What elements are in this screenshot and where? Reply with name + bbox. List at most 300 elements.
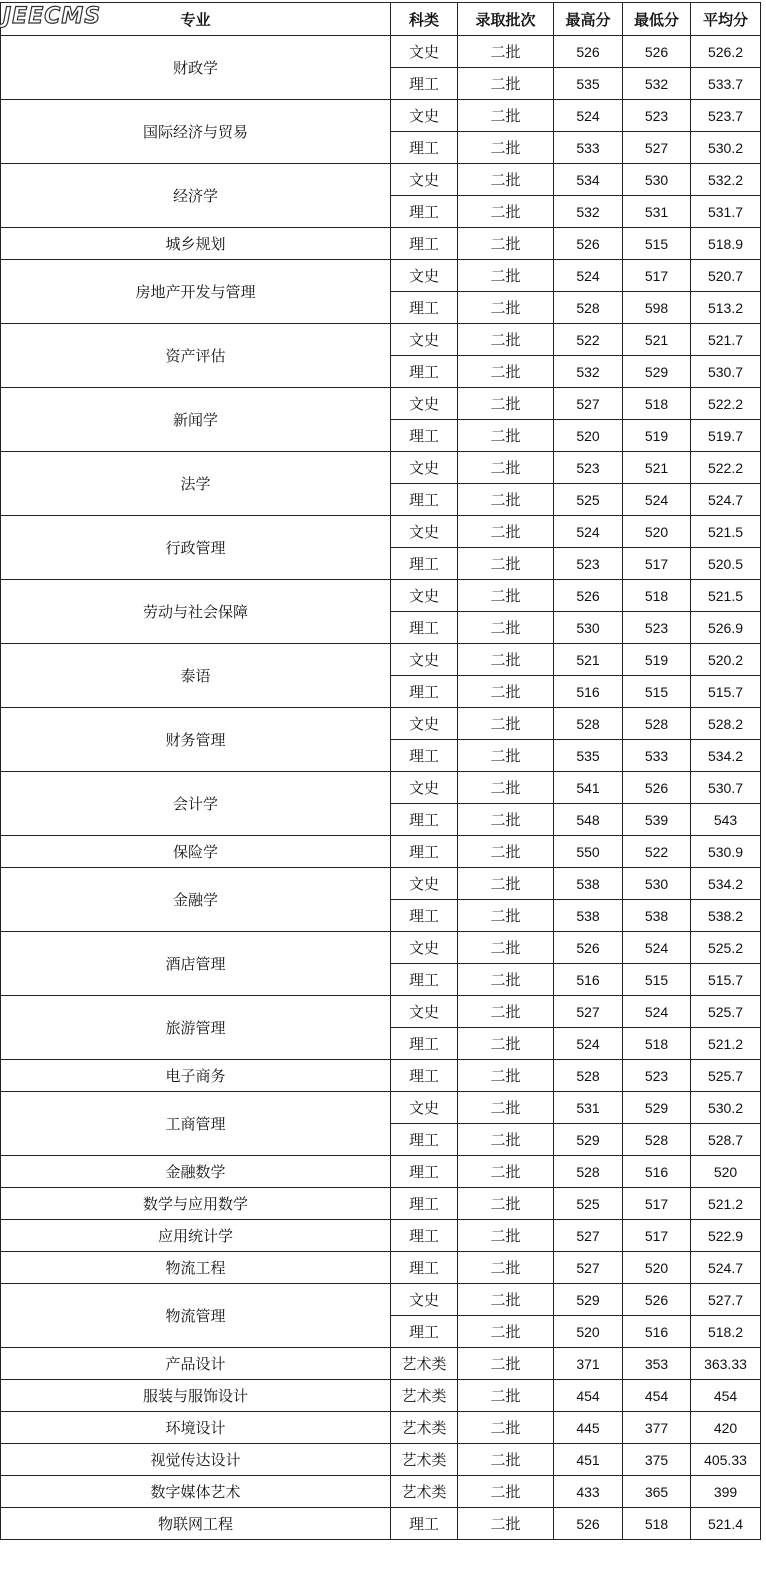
max-score-cell: 526: [554, 228, 623, 260]
batch-cell: 二批: [458, 1060, 554, 1092]
avg-score-cell: 521.7: [691, 324, 761, 356]
max-score-cell: 520: [554, 1316, 623, 1348]
major-name-cell: 房地产开发与管理: [1, 260, 391, 324]
major-name-cell: 视觉传达设计: [1, 1444, 391, 1476]
category-cell: 文史: [391, 516, 458, 548]
min-score-cell: 365: [623, 1476, 691, 1508]
min-score-cell: 528: [623, 1124, 691, 1156]
max-score-cell: 526: [554, 36, 623, 68]
major-name-cell: 环境设计: [1, 1412, 391, 1444]
batch-cell: 二批: [458, 1156, 554, 1188]
batch-cell: 二批: [458, 452, 554, 484]
major-name-cell: 会计学: [1, 772, 391, 836]
category-cell: 理工: [391, 676, 458, 708]
admission-score-table: [0, 2, 761, 1540]
avg-score-cell: 523.7: [691, 100, 761, 132]
major-name-cell: 电子商务: [1, 1060, 391, 1092]
max-score-cell: 371: [554, 1348, 623, 1380]
min-score-cell: 524: [623, 932, 691, 964]
batch-cell: 二批: [458, 420, 554, 452]
min-score-cell: 521: [623, 452, 691, 484]
category-cell: 文史: [391, 452, 458, 484]
max-score-cell: 522: [554, 324, 623, 356]
max-score-cell: 524: [554, 100, 623, 132]
major-name-cell: 劳动与社会保障: [1, 580, 391, 644]
batch-cell: 二批: [458, 1092, 554, 1124]
min-score-cell: 520: [623, 1252, 691, 1284]
category-cell: 理工: [391, 484, 458, 516]
min-score-cell: 518: [623, 580, 691, 612]
max-score-cell: 529: [554, 1284, 623, 1316]
min-score-cell: 515: [623, 228, 691, 260]
avg-score-cell: 522.2: [691, 388, 761, 420]
table-row: [1, 36, 761, 68]
avg-score-cell: 528.7: [691, 1124, 761, 1156]
avg-score-cell: 521.2: [691, 1188, 761, 1220]
max-score-cell: 538: [554, 900, 623, 932]
avg-score-cell: 405.33: [691, 1444, 761, 1476]
category-cell: 文史: [391, 1284, 458, 1316]
major-name-cell: 泰语: [1, 644, 391, 708]
min-score-cell: 539: [623, 804, 691, 836]
category-cell: 理工: [391, 548, 458, 580]
max-score-cell: 534: [554, 164, 623, 196]
max-score-cell: 527: [554, 1252, 623, 1284]
avg-score-cell: 515.7: [691, 676, 761, 708]
category-cell: 理工: [391, 132, 458, 164]
max-score-cell: 451: [554, 1444, 623, 1476]
avg-score-cell: 530.2: [691, 132, 761, 164]
category-cell: 文史: [391, 996, 458, 1028]
batch-cell: 二批: [458, 68, 554, 100]
min-score-cell: 538: [623, 900, 691, 932]
batch-cell: 二批: [458, 740, 554, 772]
avg-score-cell: 521.4: [691, 1508, 761, 1540]
category-cell: 理工: [391, 900, 458, 932]
max-score-cell: 530: [554, 612, 623, 644]
batch-cell: 二批: [458, 1028, 554, 1060]
avg-score-cell: 526.2: [691, 36, 761, 68]
major-name-cell: 数学与应用数学: [1, 1188, 391, 1220]
min-score-cell: 526: [623, 36, 691, 68]
table-row: [1, 1444, 761, 1476]
batch-cell: 二批: [458, 292, 554, 324]
batch-cell: 二批: [458, 324, 554, 356]
major-name-cell: 新闻学: [1, 388, 391, 452]
table-row: [1, 1412, 761, 1444]
max-score-cell: 526: [554, 1508, 623, 1540]
max-score-cell: 527: [554, 996, 623, 1028]
min-score-cell: 523: [623, 100, 691, 132]
category-cell: 理工: [391, 1316, 458, 1348]
major-name-cell: 金融数学: [1, 1156, 391, 1188]
avg-score-cell: 525.7: [691, 1060, 761, 1092]
category-cell: 文史: [391, 36, 458, 68]
min-score-cell: 517: [623, 1220, 691, 1252]
major-name-cell: 经济学: [1, 164, 391, 228]
batch-cell: 二批: [458, 868, 554, 900]
category-cell: 文史: [391, 100, 458, 132]
avg-score-cell: 533.7: [691, 68, 761, 100]
min-score-cell: 528: [623, 708, 691, 740]
min-score-cell: 526: [623, 772, 691, 804]
avg-score-cell: 531.7: [691, 196, 761, 228]
avg-score-cell: 530.2: [691, 1092, 761, 1124]
table-row: [1, 1156, 761, 1188]
avg-score-cell: 527.7: [691, 1284, 761, 1316]
avg-score-cell: 515.7: [691, 964, 761, 996]
category-cell: 艺术类: [391, 1444, 458, 1476]
min-score-cell: 518: [623, 388, 691, 420]
avg-score-cell: 420: [691, 1412, 761, 1444]
avg-score-cell: 521.5: [691, 516, 761, 548]
avg-score-cell: 525.2: [691, 932, 761, 964]
batch-cell: 二批: [458, 1348, 554, 1380]
header-row: [1, 3, 761, 36]
avg-score-cell: 399: [691, 1476, 761, 1508]
batch-cell: 二批: [458, 1508, 554, 1540]
max-score-cell: 548: [554, 804, 623, 836]
min-score-cell: 515: [623, 964, 691, 996]
category-cell: 理工: [391, 964, 458, 996]
batch-cell: 二批: [458, 836, 554, 868]
category-cell: 文史: [391, 1092, 458, 1124]
max-score-cell: 524: [554, 516, 623, 548]
max-score-cell: 533: [554, 132, 623, 164]
batch-cell: 二批: [458, 516, 554, 548]
max-score-cell: 528: [554, 708, 623, 740]
major-name-cell: 旅游管理: [1, 996, 391, 1060]
min-score-cell: 515: [623, 676, 691, 708]
avg-score-cell: 520.7: [691, 260, 761, 292]
avg-score-cell: 454: [691, 1380, 761, 1412]
category-cell: 理工: [391, 420, 458, 452]
major-name-cell: 物流管理: [1, 1284, 391, 1348]
max-score-cell: 526: [554, 580, 623, 612]
table-body: [1, 36, 761, 1540]
max-score-cell: 454: [554, 1380, 623, 1412]
avg-score-cell: 518.2: [691, 1316, 761, 1348]
category-cell: 理工: [391, 196, 458, 228]
major-name-cell: 物流工程: [1, 1252, 391, 1284]
batch-cell: 二批: [458, 388, 554, 420]
min-score-cell: 517: [623, 260, 691, 292]
major-name-cell: 资产评估: [1, 324, 391, 388]
min-score-cell: 523: [623, 612, 691, 644]
category-cell: 文史: [391, 708, 458, 740]
category-cell: 文史: [391, 164, 458, 196]
min-score-cell: 520: [623, 516, 691, 548]
max-score-cell: 532: [554, 356, 623, 388]
avg-score-cell: 363.33: [691, 1348, 761, 1380]
category-cell: 理工: [391, 1156, 458, 1188]
table-row: [1, 1508, 761, 1540]
category-cell: 理工: [391, 68, 458, 100]
avg-score-cell: 538.2: [691, 900, 761, 932]
min-score-cell: 377: [623, 1412, 691, 1444]
header-category: 科类: [391, 3, 458, 36]
max-score-cell: 524: [554, 1028, 623, 1060]
max-score-cell: 528: [554, 1060, 623, 1092]
min-score-cell: 516: [623, 1156, 691, 1188]
table-row: [1, 868, 761, 900]
category-cell: 文史: [391, 644, 458, 676]
avg-score-cell: 524.7: [691, 484, 761, 516]
category-cell: 理工: [391, 1508, 458, 1540]
table-row: [1, 1476, 761, 1508]
batch-cell: 二批: [458, 996, 554, 1028]
table-row: [1, 164, 761, 196]
batch-cell: 二批: [458, 1412, 554, 1444]
table-row: [1, 324, 761, 356]
batch-cell: 二批: [458, 484, 554, 516]
batch-cell: 二批: [458, 1444, 554, 1476]
batch-cell: 二批: [458, 804, 554, 836]
max-score-cell: 523: [554, 452, 623, 484]
max-score-cell: 538: [554, 868, 623, 900]
category-cell: 理工: [391, 356, 458, 388]
major-name-cell: 应用统计学: [1, 1220, 391, 1252]
avg-score-cell: 522.2: [691, 452, 761, 484]
min-score-cell: 519: [623, 420, 691, 452]
table-row: [1, 452, 761, 484]
max-score-cell: 523: [554, 548, 623, 580]
max-score-cell: 528: [554, 292, 623, 324]
major-name-cell: 法学: [1, 452, 391, 516]
category-cell: 文史: [391, 868, 458, 900]
table-row: [1, 996, 761, 1028]
min-score-cell: 532: [623, 68, 691, 100]
batch-cell: 二批: [458, 1476, 554, 1508]
max-score-cell: 535: [554, 740, 623, 772]
batch-cell: 二批: [458, 196, 554, 228]
table-row: [1, 708, 761, 740]
category-cell: 理工: [391, 612, 458, 644]
min-score-cell: 530: [623, 164, 691, 196]
header-batch: 录取批次: [458, 3, 554, 36]
min-score-cell: 454: [623, 1380, 691, 1412]
category-cell: 艺术类: [391, 1412, 458, 1444]
avg-score-cell: 530.7: [691, 356, 761, 388]
avg-score-cell: 520.2: [691, 644, 761, 676]
avg-score-cell: 518.9: [691, 228, 761, 260]
category-cell: 理工: [391, 804, 458, 836]
min-score-cell: 531: [623, 196, 691, 228]
max-score-cell: 550: [554, 836, 623, 868]
category-cell: 理工: [391, 1188, 458, 1220]
min-score-cell: 516: [623, 1316, 691, 1348]
category-cell: 理工: [391, 1220, 458, 1252]
min-score-cell: 526: [623, 1284, 691, 1316]
max-score-cell: 527: [554, 1220, 623, 1252]
min-score-cell: 517: [623, 548, 691, 580]
batch-cell: 二批: [458, 36, 554, 68]
major-name-cell: 产品设计: [1, 1348, 391, 1380]
category-cell: 艺术类: [391, 1380, 458, 1412]
category-cell: 文史: [391, 324, 458, 356]
major-name-cell: 酒店管理: [1, 932, 391, 996]
category-cell: 理工: [391, 1252, 458, 1284]
max-score-cell: 445: [554, 1412, 623, 1444]
min-score-cell: 529: [623, 1092, 691, 1124]
batch-cell: 二批: [458, 772, 554, 804]
category-cell: 理工: [391, 1124, 458, 1156]
category-cell: 理工: [391, 836, 458, 868]
major-name-cell: 行政管理: [1, 516, 391, 580]
avg-score-cell: 513.2: [691, 292, 761, 324]
min-score-cell: 533: [623, 740, 691, 772]
table-row: [1, 260, 761, 292]
category-cell: 理工: [391, 228, 458, 260]
avg-score-cell: 520: [691, 1156, 761, 1188]
max-score-cell: 535: [554, 68, 623, 100]
min-score-cell: 524: [623, 996, 691, 1028]
min-score-cell: 519: [623, 644, 691, 676]
category-cell: 理工: [391, 1028, 458, 1060]
max-score-cell: 524: [554, 260, 623, 292]
max-score-cell: 521: [554, 644, 623, 676]
table-row: [1, 228, 761, 260]
batch-cell: 二批: [458, 676, 554, 708]
avg-score-cell: 532.2: [691, 164, 761, 196]
batch-cell: 二批: [458, 1380, 554, 1412]
category-cell: 文史: [391, 260, 458, 292]
major-name-cell: 财务管理: [1, 708, 391, 772]
min-score-cell: 598: [623, 292, 691, 324]
min-score-cell: 524: [623, 484, 691, 516]
batch-cell: 二批: [458, 228, 554, 260]
batch-cell: 二批: [458, 548, 554, 580]
avg-score-cell: 530.7: [691, 772, 761, 804]
table-row: [1, 1380, 761, 1412]
major-name-cell: 国际经济与贸易: [1, 100, 391, 164]
table-row: [1, 772, 761, 804]
batch-cell: 二批: [458, 1252, 554, 1284]
max-score-cell: 528: [554, 1156, 623, 1188]
avg-score-cell: 519.7: [691, 420, 761, 452]
max-score-cell: 516: [554, 676, 623, 708]
avg-score-cell: 534.2: [691, 740, 761, 772]
table-row: [1, 1348, 761, 1380]
category-cell: 理工: [391, 1060, 458, 1092]
min-score-cell: 353: [623, 1348, 691, 1380]
header-min-score: 最低分: [623, 3, 691, 36]
avg-score-cell: 522.9: [691, 1220, 761, 1252]
major-name-cell: 财政学: [1, 36, 391, 100]
avg-score-cell: 521.2: [691, 1028, 761, 1060]
batch-cell: 二批: [458, 612, 554, 644]
category-cell: 文史: [391, 388, 458, 420]
avg-score-cell: 534.2: [691, 868, 761, 900]
max-score-cell: 529: [554, 1124, 623, 1156]
category-cell: 文史: [391, 932, 458, 964]
major-name-cell: 城乡规划: [1, 228, 391, 260]
min-score-cell: 530: [623, 868, 691, 900]
header-major: 专业: [1, 3, 391, 36]
table-row: [1, 388, 761, 420]
max-score-cell: 532: [554, 196, 623, 228]
batch-cell: 二批: [458, 580, 554, 612]
avg-score-cell: 521.5: [691, 580, 761, 612]
jeecms-logo: JEECMS: [3, 4, 102, 29]
batch-cell: 二批: [458, 964, 554, 996]
min-score-cell: 527: [623, 132, 691, 164]
avg-score-cell: 530.9: [691, 836, 761, 868]
category-cell: 艺术类: [391, 1348, 458, 1380]
max-score-cell: 433: [554, 1476, 623, 1508]
avg-score-cell: 528.2: [691, 708, 761, 740]
batch-cell: 二批: [458, 900, 554, 932]
max-score-cell: 525: [554, 484, 623, 516]
max-score-cell: 526: [554, 932, 623, 964]
max-score-cell: 525: [554, 1188, 623, 1220]
batch-cell: 二批: [458, 1284, 554, 1316]
batch-cell: 二批: [458, 100, 554, 132]
batch-cell: 二批: [458, 1124, 554, 1156]
batch-cell: 二批: [458, 1220, 554, 1252]
major-name-cell: 数字媒体艺术: [1, 1476, 391, 1508]
major-name-cell: 工商管理: [1, 1092, 391, 1156]
max-score-cell: 527: [554, 388, 623, 420]
batch-cell: 二批: [458, 132, 554, 164]
max-score-cell: 520: [554, 420, 623, 452]
major-name-cell: 保险学: [1, 836, 391, 868]
category-cell: 理工: [391, 292, 458, 324]
major-name-cell: 金融学: [1, 868, 391, 932]
batch-cell: 二批: [458, 932, 554, 964]
category-cell: 理工: [391, 740, 458, 772]
avg-score-cell: 520.5: [691, 548, 761, 580]
header-avg-score: 平均分: [691, 3, 761, 36]
category-cell: 艺术类: [391, 1476, 458, 1508]
batch-cell: 二批: [458, 164, 554, 196]
table-row: [1, 836, 761, 868]
major-name-cell: 服装与服饰设计: [1, 1380, 391, 1412]
table-row: [1, 1092, 761, 1124]
max-score-cell: 516: [554, 964, 623, 996]
major-name-cell: 物联网工程: [1, 1508, 391, 1540]
table-row: [1, 516, 761, 548]
batch-cell: 二批: [458, 708, 554, 740]
min-score-cell: 518: [623, 1508, 691, 1540]
category-cell: 文史: [391, 580, 458, 612]
max-score-cell: 541: [554, 772, 623, 804]
min-score-cell: 523: [623, 1060, 691, 1092]
table-row: [1, 1284, 761, 1316]
min-score-cell: 517: [623, 1188, 691, 1220]
batch-cell: 二批: [458, 1316, 554, 1348]
header-max-score: 最高分: [554, 3, 623, 36]
avg-score-cell: 543: [691, 804, 761, 836]
table-row: [1, 1188, 761, 1220]
min-score-cell: 522: [623, 836, 691, 868]
batch-cell: 二批: [458, 1188, 554, 1220]
avg-score-cell: 526.9: [691, 612, 761, 644]
min-score-cell: 375: [623, 1444, 691, 1476]
max-score-cell: 531: [554, 1092, 623, 1124]
category-cell: 文史: [391, 772, 458, 804]
min-score-cell: 518: [623, 1028, 691, 1060]
table-row: [1, 644, 761, 676]
batch-cell: 二批: [458, 644, 554, 676]
batch-cell: 二批: [458, 356, 554, 388]
table-row: [1, 932, 761, 964]
min-score-cell: 529: [623, 356, 691, 388]
table-row: [1, 100, 761, 132]
table-row: [1, 1220, 761, 1252]
table-row: [1, 580, 761, 612]
batch-cell: 二批: [458, 260, 554, 292]
